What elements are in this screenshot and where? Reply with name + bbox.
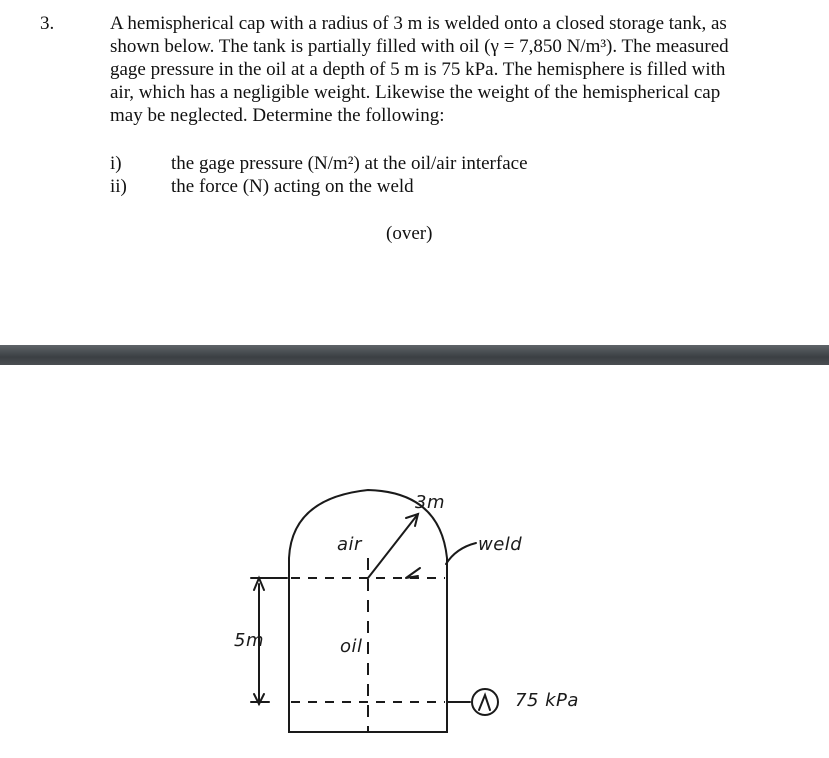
problem-number: 3. — [40, 13, 55, 34]
weld-label: weld — [478, 534, 523, 555]
over-note: (over) — [386, 223, 433, 244]
page-divider — [0, 345, 829, 365]
statement-line: air, which has a negligible weight. Likewise the weight of the hemispherical cap — [110, 82, 721, 103]
subquestion-text: the force (N) acting on the weld — [171, 176, 414, 197]
gauge-reading: 75 kPa — [515, 690, 579, 711]
subquestion-text: the gage pressure (N/m²) at the oil/air interface — [171, 153, 528, 174]
weld-pointer — [446, 543, 476, 564]
radius-arrow — [368, 514, 418, 578]
oil-label: oil — [340, 636, 363, 657]
tank-sketch — [0, 380, 829, 753]
weld-arrowhead — [406, 568, 420, 578]
tank-figure — [0, 380, 829, 753]
radius-label: 3m — [415, 492, 445, 513]
air-label: air — [337, 534, 362, 555]
statement-line: gage pressure in the oil at a depth of 5 m is 75 kPa. The hemisphere is filled with — [110, 59, 726, 80]
subquestion-label: i) — [110, 153, 122, 174]
depth-label: 5m — [234, 630, 264, 651]
statement-line: shown below. The tank is partially filled with oil (γ = 7,850 N/m³). The measured — [110, 36, 729, 57]
statement-line: A hemispherical cap with a radius of 3 m is welded onto a closed storage tank, as — [110, 13, 727, 34]
problem-statement — [110, 12, 780, 127]
subquestion-label: ii) — [110, 176, 127, 197]
statement-line: may be neglected. Determine the following: — [110, 105, 445, 126]
